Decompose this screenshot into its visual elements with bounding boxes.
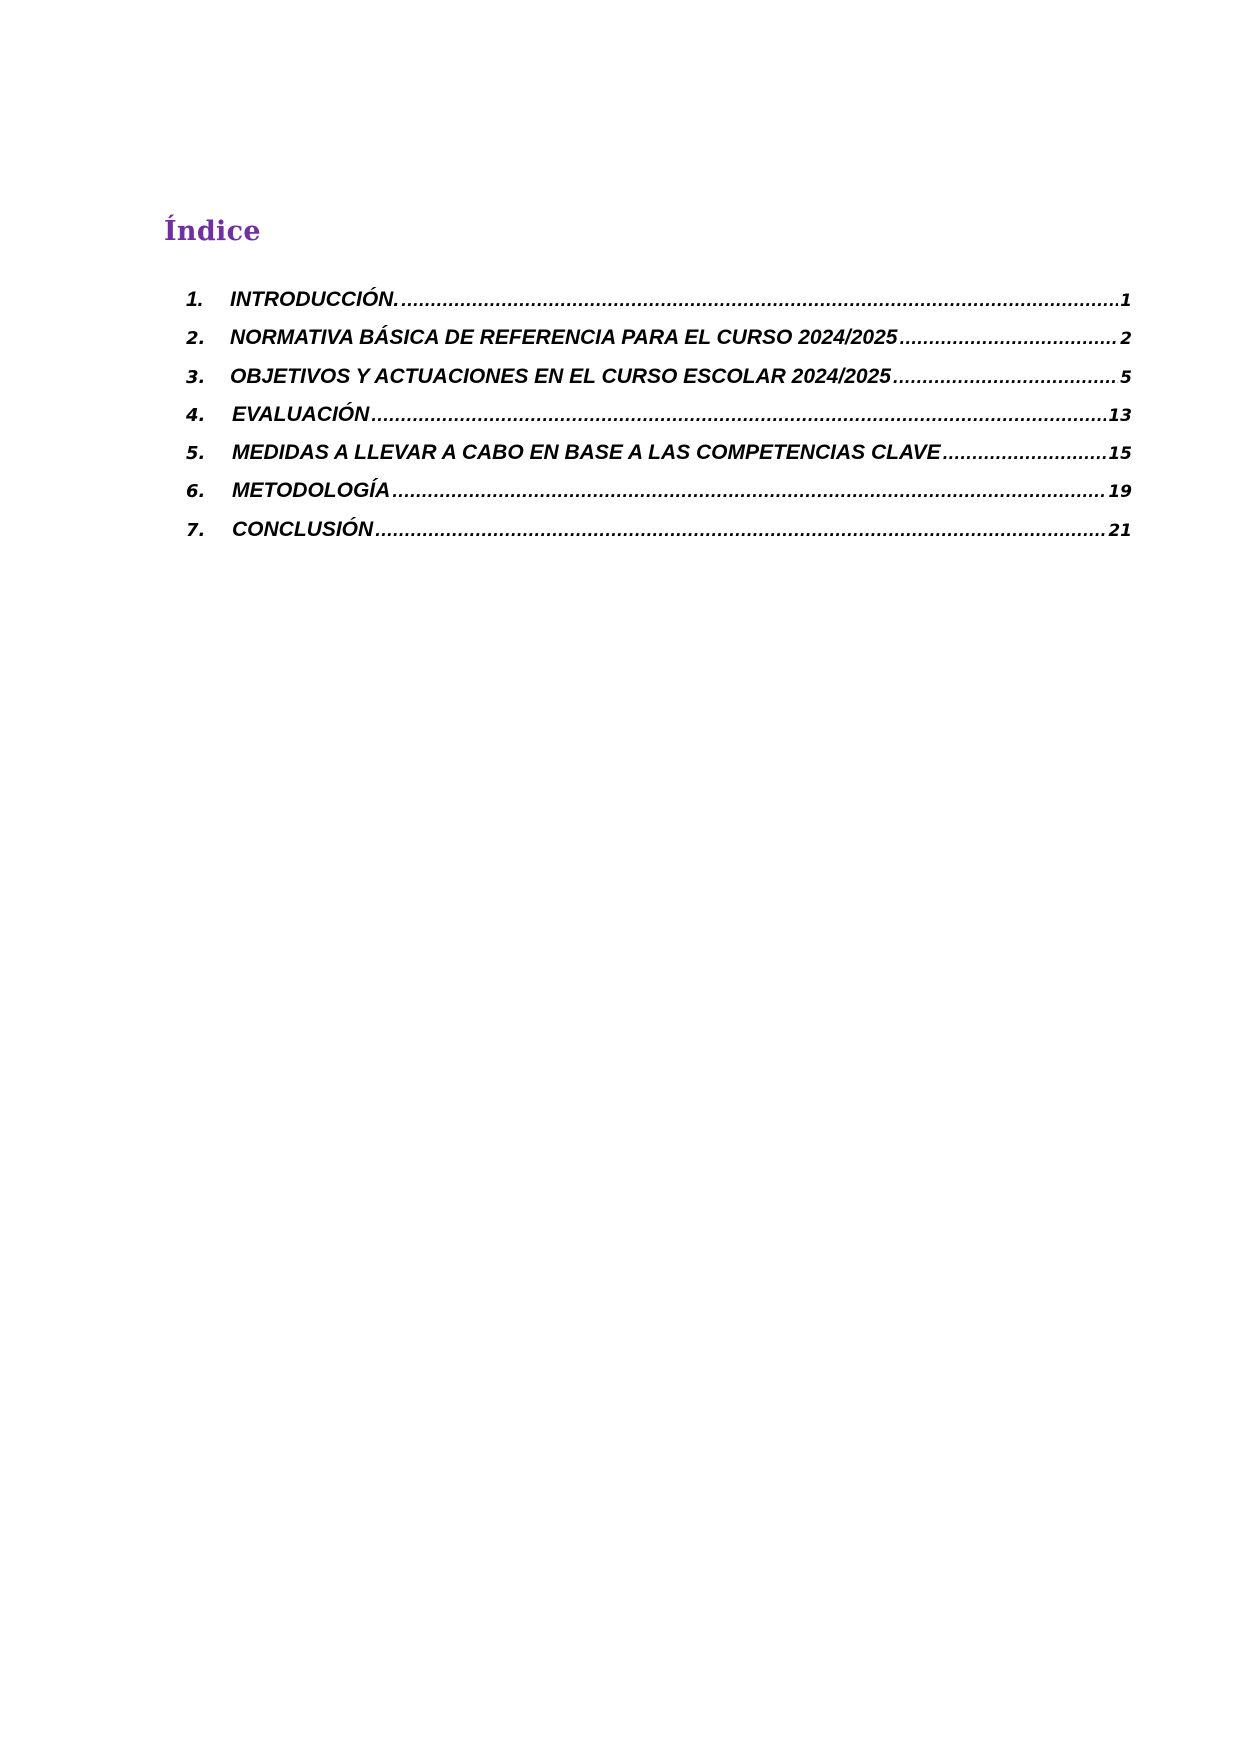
toc-dot-leader xyxy=(392,483,1106,501)
toc-entry-title: EVALUACIÓN xyxy=(232,402,370,426)
toc-entry-introduccion[interactable] xyxy=(186,288,1132,326)
toc-entry-title: OBJETIVOS Y ACTUACIONES EN EL CURSO ESCOLAR 2024/2025 xyxy=(230,364,891,388)
toc-entry-title: NORMATIVA BÁSICA DE REFERENCIA PARA EL CURSO 2024/2025 xyxy=(230,326,898,350)
toc-entry-metodologia[interactable] xyxy=(186,479,1132,517)
toc-entry-page: 1 xyxy=(1120,291,1132,311)
toc-dot-leader xyxy=(375,522,1106,540)
toc-entry-page: 21 xyxy=(1108,520,1132,541)
toc-entry-page: 15 xyxy=(1108,444,1132,465)
toc-heading: Índice xyxy=(164,216,261,247)
toc-entry-conclusion[interactable] xyxy=(186,518,1132,556)
toc-dot-leader xyxy=(401,292,1118,310)
toc-entry-medidas[interactable] xyxy=(186,441,1132,479)
toc-entry-number: 5. xyxy=(186,443,206,465)
toc-entry-title: INTRODUCCIÓN. xyxy=(230,288,400,311)
toc-entry-number: 1. xyxy=(186,288,204,311)
toc-entry-number: 3. xyxy=(186,366,206,388)
toc-entry-page: 2 xyxy=(1120,329,1132,350)
toc-entry-number: 4. xyxy=(186,404,206,426)
toc-entry-evaluacion[interactable] xyxy=(186,403,1132,441)
toc-dot-leader xyxy=(371,407,1106,425)
toc-entry-number: 2. xyxy=(186,328,206,350)
toc-dot-leader xyxy=(893,369,1118,387)
toc-entry-page: 5 xyxy=(1120,367,1132,388)
table-of-contents xyxy=(186,288,1132,556)
toc-dot-leader xyxy=(943,445,1107,463)
toc-entry-page: 19 xyxy=(1108,482,1132,503)
toc-entry-title: CONCLUSIÓN xyxy=(232,517,374,541)
toc-entry-normativa[interactable] xyxy=(186,326,1132,364)
toc-entry-number: 7. xyxy=(186,519,206,541)
toc-entry-title: METODOLOGÍA xyxy=(232,479,391,503)
toc-entry-objetivos[interactable] xyxy=(186,365,1132,403)
toc-dot-leader xyxy=(899,330,1118,348)
toc-entry-title: MEDIDAS A LLEVAR A CABO EN BASE A LAS COMPETENCIAS CLAVE xyxy=(232,441,941,465)
toc-entry-page: 13 xyxy=(1108,405,1132,426)
toc-entry-number: 6. xyxy=(186,481,206,503)
